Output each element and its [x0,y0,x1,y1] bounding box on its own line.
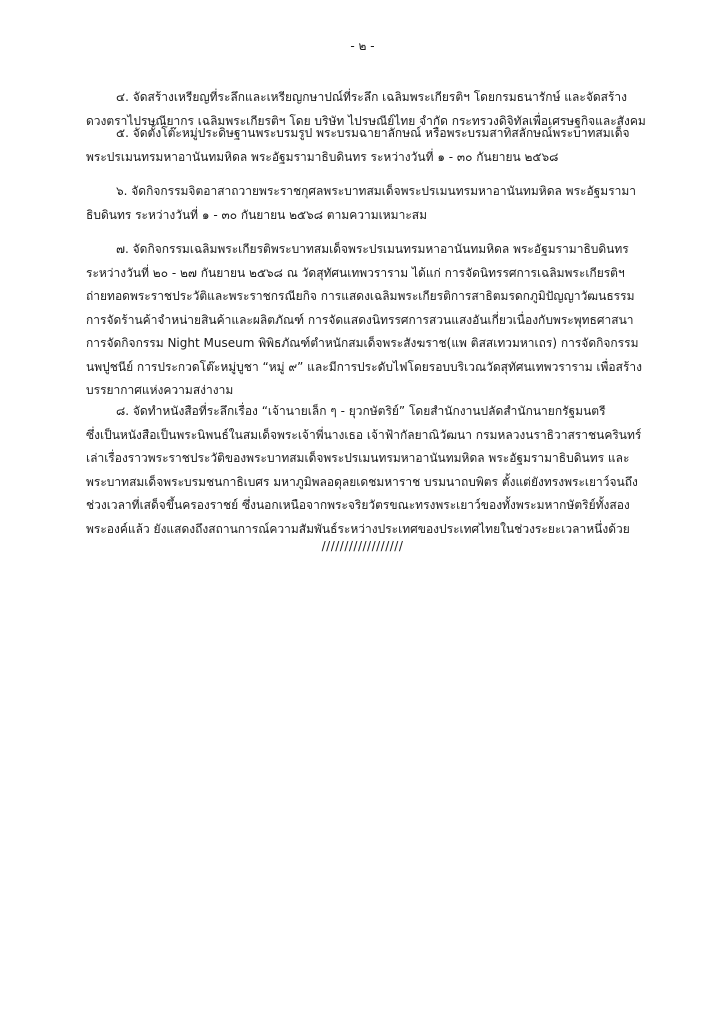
paragraph-line: บรรยากาศแห่งความสง่างาม [86,383,234,397]
paragraph-item-5 [86,122,666,169]
paragraph-line: ดวงตราไปรษณียากร เฉลิมพระเกียรติฯ โดย บริษัท ไปรษณีย์ไทย จำกัด กระทรวงดิจิทัลเพื่อเศรษฐกิจและสังคม [86,113,646,128]
end-of-document-mark: ////////////////// [321,539,404,553]
paragraph-item-7 [86,238,666,403]
paragraph-line: เล่าเรื่องราวพระราชประวัติของพระบาทสมเด็จพระปรเมนทรมหาอานันทมหิดล พระอัฐมรามาธิบดินทร และ [86,451,630,465]
paragraph-line: ถ่ายทอดพระราชประวัติและพระราชกรณียกิจ การแสดงเฉลิมพระเกียรติการสาธิตมรดกภูมิปัญญาวัฒนธรรม [86,289,635,303]
paragraph-line: ๘. จัดทำหนังสือที่ระลึกเรื่อง “เจ้านายเล็ก ๆ - ยุวกษัตริย์” โดยสำนักงานปลัดสำนักนายกรัฐมนตรี [116,404,606,418]
page-number: - ๒ - [350,39,375,53]
paragraph-line: พระปรเมนทรมหาอานันทมหิดล พระอัฐมรามาธิบดินทร ระหว่างวันที่ ๑ - ๓๐ กันยายน ๒๕๖๘ [86,149,559,164]
paragraph-line: พระองค์แล้ว ยังแสดงถึงสถานการณ์ความสัมพันธ์ระหว่างประเทศของประเทศไทยในช่วงระยะเวลาหนึ่งด้วย [86,521,630,536]
paragraph-line: ซึ่งเป็นหนังสือเป็นพระนิพนธ์ในสมเด็จพระเจ้าพี่นางเธอ เจ้าฟ้ากัลยาณิวัฒนา กรมหลวงนราธิวาสราชนครินทร์ [86,427,642,442]
paragraph-line: ๕. จัดตั้งโต๊ะหมู่ประดิษฐานพระบรมรูป พระบรมฉายาลักษณ์ หรือพระบรมสาทิสลักษณ์พระบาทสมเด็จ [116,126,630,140]
paragraph-item-8 [86,400,666,541]
paragraph-item-6 [86,180,666,227]
paragraph-line: การจัดกิจกรรม Night Museum พิพิธภัณฑ์ตำหนักสมเด็จพระสังฆราช(แพ ติสสเทวมหาเถร) การจัดกิจกรรม [86,336,639,350]
paragraph-line: พระบาทสมเด็จพระบรมชนกาธิเบศร มหาภูมิพลอดุลยเดชมหาราช บรมนาถบพิตร ตั้งแต่ยังทรงพระเยาว์จนถึง [86,474,638,489]
paragraph-line: ๖. จัดกิจกรรมจิตอาสาถวายพระราชกุศลพระบาทสมเด็จพระปรเมนทรมหาอานันทมหิดล พระอัฐมรามา [116,184,637,198]
paragraph-line: นพปูชนีย์ การประกวดโต๊ะหมู่บูชา “หมู่ ๙” และมีการประดับไฟโดยรอบบริเวณวัดสุทัศนเทพวราราม เพื่อสร้าง [86,359,643,374]
paragraph-line: ๔. จัดสร้างเหรียญที่ระลึกและเหรียญกษาปณ์ที่ระลึก เฉลิมพระเกียรติฯ โดยกรมธนารักษ์ และจัดสร้าง [116,90,628,104]
paragraph-line: ธิบดินทร ระหว่างวันที่ ๑ - ๓๐ กันยายน ๒๕๖๘ ตามความเหมาะสม [86,207,427,222]
paragraph-line: ๗. จัดกิจกรรมเฉลิมพระเกียรติพระบาทสมเด็จพระปรเมนทรมหาอานันทมหิดล พระอัฐมรามาธิบดินทร [116,242,629,256]
paragraph-line: ระหว่างวันที่ ๒๐ - ๒๗ กันยายน ๒๕๖๘ ณ วัดสุทัศนเทพวราราม ได้แก่ การจัดนิทรรศการเฉลิมพระเกียรติฯ [86,265,625,280]
paragraph-line: ช่วงเวลาที่เสด็จขึ้นครองราชย์ ซึ่งนอกเหนือจากพระจริยวัตรขณะทรงพระเยาว์ของทั้งพระมหากษัตริย์ทั้งสอง [86,498,630,512]
paragraph-line: การจัดร้านค้าจำหน่ายสินค้าและผลิตภัณฑ์ การจัดแสดงนิทรรศการสวนแสงอันเกี่ยวเนื่องกับพระพุทธศาสนา [86,312,634,327]
